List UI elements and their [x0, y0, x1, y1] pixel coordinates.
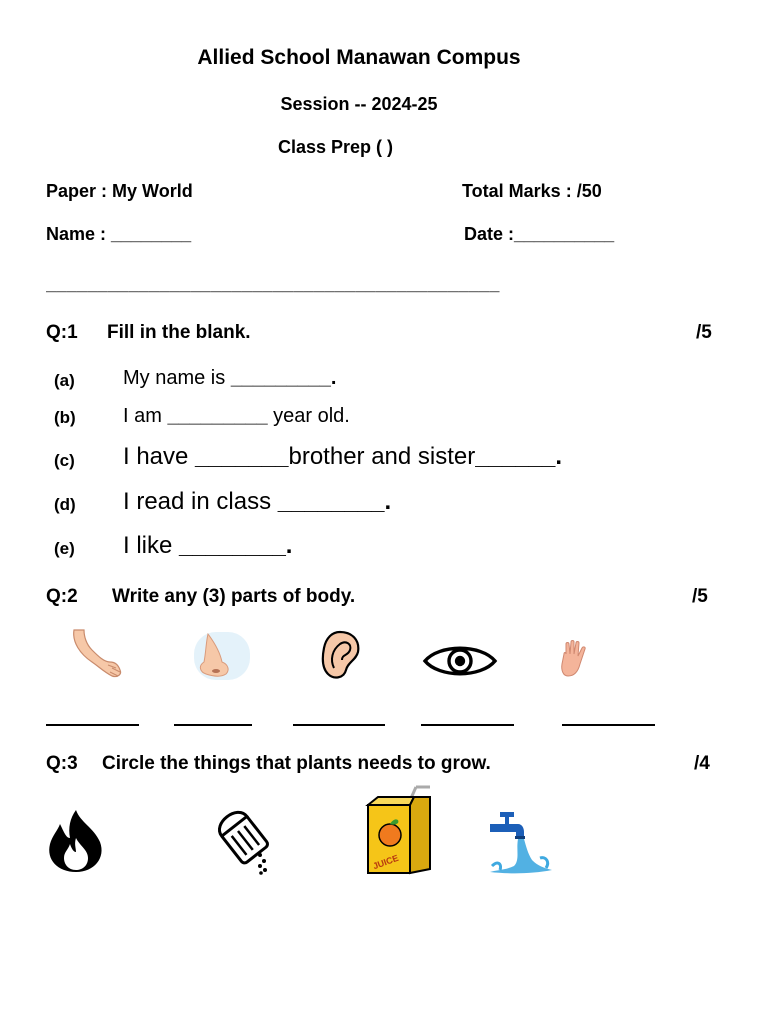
- juice-box-icon[interactable]: [364, 783, 434, 877]
- arm-icon: [70, 628, 124, 680]
- q1e-text: I like: [123, 532, 180, 559]
- q1c-label: (c): [54, 451, 75, 470]
- answer-blank[interactable]: [562, 724, 655, 726]
- q1a-blank[interactable]: _________.: [230, 367, 337, 389]
- q1a-sentence: [123, 367, 336, 390]
- juice-label: JUICE: [371, 852, 400, 872]
- q1a-text: My name is: [123, 367, 231, 389]
- class-text: Class Prep ( ): [278, 137, 394, 157]
- answer-blank[interactable]: [293, 724, 385, 726]
- total-marks: Total Marks : /50: [462, 181, 602, 201]
- name-field[interactable]: Name : ________: [46, 224, 192, 244]
- q1a-label: (a): [54, 371, 75, 390]
- paper-text: Paper : My World: [46, 181, 193, 201]
- q1-number: Q:1: [46, 322, 78, 343]
- q1-title: Fill in the blank.: [107, 322, 251, 343]
- eye-icon: [423, 644, 497, 678]
- q1b-sentence: [123, 405, 350, 428]
- school-name: Allied School Manawan Compus: [197, 46, 521, 69]
- q2-number: Q:2: [46, 586, 78, 607]
- q1b-text: I am: [123, 405, 168, 427]
- answer-blank[interactable]: [46, 724, 139, 726]
- q1d-label: (d): [54, 495, 76, 514]
- fire-icon[interactable]: [46, 808, 104, 874]
- session-text: Session -- 2024-25: [280, 94, 438, 114]
- answer-blank[interactable]: [174, 724, 252, 726]
- q3-marks: /4: [694, 753, 710, 774]
- q1c-text-after: brother and sister: [288, 443, 476, 470]
- q2-title: Write any (3) parts of body.: [112, 586, 356, 607]
- water-tap-icon[interactable]: [488, 810, 554, 876]
- date-field[interactable]: Date :__________: [464, 224, 615, 244]
- q1d-blank[interactable]: ________.: [277, 488, 392, 515]
- ear-icon: [318, 630, 362, 680]
- q1e-sentence: [123, 532, 292, 560]
- header-separator: ____________________________________________: [46, 274, 500, 294]
- q3-number: Q:3: [46, 753, 78, 774]
- q1c-sentence: [123, 443, 562, 471]
- q2-marks: /5: [692, 586, 708, 607]
- answer-blank[interactable]: [421, 724, 514, 726]
- q1e-label: (e): [54, 539, 75, 558]
- nose-icon: [194, 632, 250, 680]
- q1b-text-after: year old.: [267, 405, 350, 427]
- q1d-sentence: [123, 488, 391, 516]
- q3-title: Circle the things that plants needs to grow.: [102, 753, 491, 774]
- q1c-text: I have: [123, 443, 196, 470]
- q1d-text: I read in class: [123, 488, 278, 515]
- q1b-blank[interactable]: _________: [167, 405, 268, 427]
- salt-shaker-icon[interactable]: [208, 803, 274, 875]
- q1b-label: (b): [54, 408, 76, 427]
- q1-marks: /5: [696, 322, 712, 343]
- q1e-blank[interactable]: ________.: [179, 532, 293, 559]
- q1c-blank-2[interactable]: ______.: [475, 443, 563, 470]
- q1c-blank[interactable]: _______: [195, 443, 289, 470]
- hand-icon: [558, 640, 596, 680]
